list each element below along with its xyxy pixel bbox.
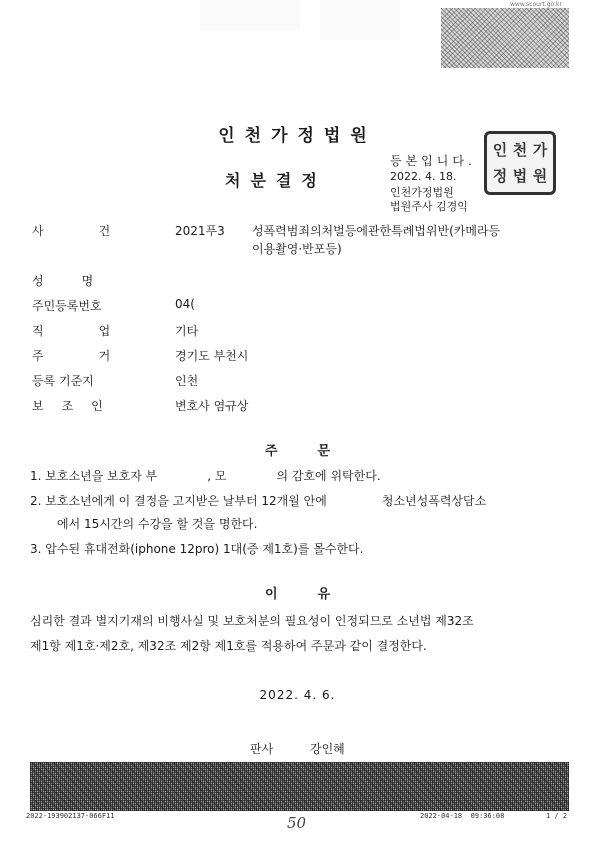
order-item-1 xyxy=(30,467,381,484)
case-label: 사건 xyxy=(32,224,166,238)
court-seal-stamp xyxy=(484,131,556,195)
field-value-registration-base: 인천 xyxy=(175,374,199,388)
scan-smudge xyxy=(320,0,400,40)
reason-line2: 제1항 제1호·제2호, 제32조 제2항 제1호를 적용하여 주문과 같이 결정한다. xyxy=(30,639,427,653)
order-1-part-b: , 모 xyxy=(207,469,227,483)
certification-clerk: 법원주사 김경익 xyxy=(390,200,468,213)
order-1-part-a: 1. 보호소년을 보호자 부 xyxy=(30,469,158,483)
watermark-url: www.scourt.go.kr xyxy=(510,1,562,8)
case-description-line2: 이용촬영·반포등) xyxy=(252,242,342,256)
field-label-name: 성명 xyxy=(32,274,132,288)
judge-title: 판사 xyxy=(250,742,274,756)
certification-court: 인천가정법원 xyxy=(390,186,454,199)
field-label-assistant: 보조인 xyxy=(32,399,121,413)
field-value-resident-number: 04( xyxy=(175,297,195,311)
case-number: 2021푸3 xyxy=(175,224,225,238)
security-noise-band xyxy=(30,762,569,811)
field-label-resident-number: 주민등록번호 xyxy=(32,299,102,313)
field-label-residence: 주거 xyxy=(32,349,166,363)
order-2-part-a: 2. 보호소년에게 이 결정을 고지받은 날부터 12개월 안에 xyxy=(30,494,327,508)
field-value-assistant: 변호사 염규상 xyxy=(175,399,249,413)
certification-label: 등본입니다. xyxy=(390,154,476,168)
seal-char: 법 xyxy=(512,167,528,185)
certification-date: 2022. 4. 18. xyxy=(390,170,457,183)
decision-date: 2022. 4. 6. xyxy=(259,688,336,702)
seal-characters xyxy=(490,137,550,189)
field-value-occupation: 기타 xyxy=(175,324,199,338)
seal-char: 정 xyxy=(492,167,508,185)
footer-timestamp: 2022-04-18 09:36:08 xyxy=(420,812,505,820)
judge-name: 강인혜 xyxy=(310,742,345,756)
seal-char: 천 xyxy=(512,141,528,159)
case-description-line1: 성폭력범죄의처벌등에관한특례법위반(카메라등 xyxy=(252,224,501,238)
order-item-2 xyxy=(30,492,486,509)
footer-document-id: 2022-193902137-066F11 xyxy=(26,812,115,820)
field-label-registration-base: 등록 기준지 xyxy=(32,374,94,388)
field-label-occupation: 직업 xyxy=(32,324,166,338)
reason-heading: 이유 xyxy=(264,587,371,602)
document-title: 처분결정 xyxy=(225,171,327,190)
seal-char: 인 xyxy=(492,141,508,159)
court-title: 인천가정법원 xyxy=(218,126,377,146)
security-pattern xyxy=(441,8,569,68)
footer-page-number: 1 / 2 xyxy=(546,812,568,820)
order-item-2-continued: 에서 15시간의 수강을 할 것을 명한다. xyxy=(57,517,258,531)
seal-char: 가 xyxy=(532,141,548,159)
reason-line1: 심리한 결과 별지기재의 비행사실 및 보호처분의 필요성이 인정되므로 소년법 제32조 xyxy=(30,614,474,628)
order-1-part-c: 의 감호에 위탁한다. xyxy=(276,469,381,483)
field-value-residence: 경기도 부천시 xyxy=(175,349,249,363)
order-heading: 주문 xyxy=(264,444,371,459)
scan-smudge xyxy=(200,0,300,30)
seal-char: 원 xyxy=(532,167,548,185)
order-item-3: 3. 압수된 휴대전화(iphone 12pro) 1대(증 제1호)를 몰수한다. xyxy=(30,542,364,556)
handwritten-page-number: 50 xyxy=(287,814,307,832)
order-2-part-b: 청소년성폭력상담소 xyxy=(381,494,487,508)
